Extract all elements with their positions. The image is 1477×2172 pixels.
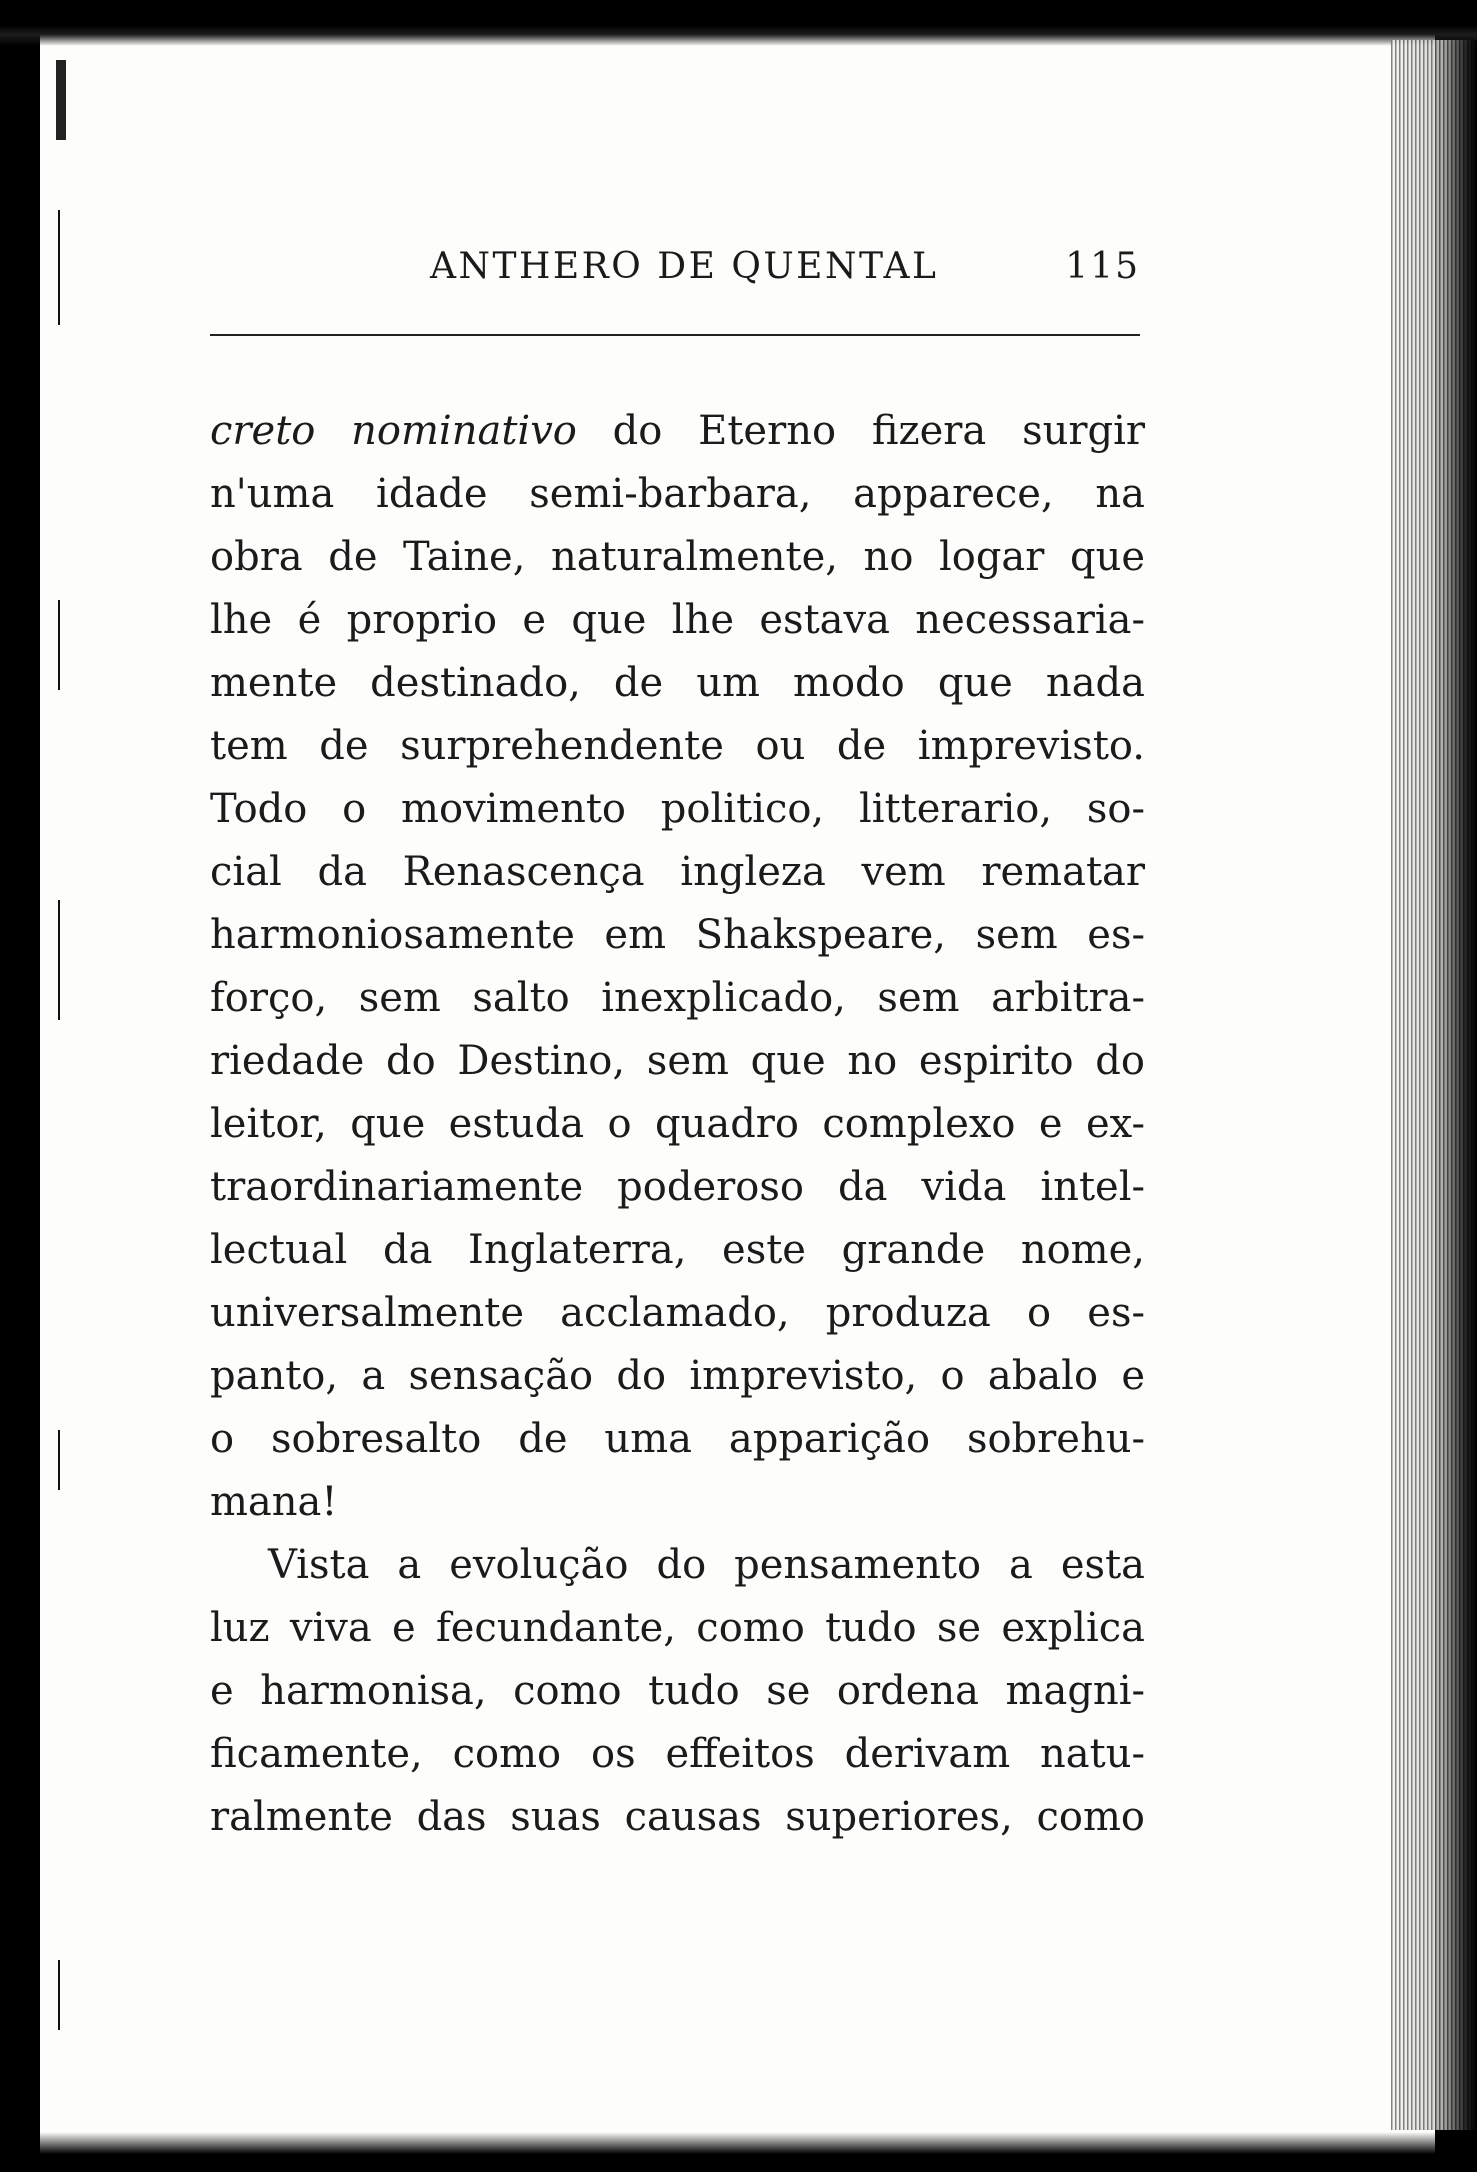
text-line-rest: do Eterno fizera surgir [576,408,1145,454]
text-line: harmoniosamente em Shakspeare, sem es- [210,912,1145,958]
gutter-mark [58,1430,60,1490]
page-number: 115 [1065,246,1140,287]
text-line [210,400,1145,463]
text-line: Vista a evolução do pensamento a esta [268,1542,1145,1588]
text-line: riedade do Destino, sem que no espirito do [210,1038,1145,1084]
text-line: e harmonisa, como tudo se ordena magni- [210,1668,1145,1714]
text-line: forço, sem salto inexplicado, sem arbitra- [210,975,1145,1021]
gutter-mark [58,600,60,690]
text-line: o sobresalto de uma apparição sobrehu- [210,1416,1145,1462]
text-line: lectual da Inglaterra, este grande nome, [210,1227,1145,1273]
gutter-mark [58,900,60,1020]
running-header [210,238,1140,298]
top-binding-shadow [0,0,1477,46]
text-line: cial da Renascença ingleza vem rematar [210,849,1145,895]
text-line: luz viva e fecundante, como tudo se explica [210,1605,1145,1651]
text-line: Todo o movimento politico, litterario, so- [210,786,1145,832]
text-line: ficamente, como os effeitos derivam natu- [210,1731,1145,1777]
text-line: ralmente das suas causas superiores, como [210,1794,1145,1840]
text-line: universalmente acclamado, produza o es- [210,1290,1145,1336]
gutter-mark [58,210,60,325]
text-line: mana! [210,1479,338,1525]
gutter-mark [56,60,66,140]
italic-phrase: creto nominativo [210,408,577,454]
text-line: traordinariamente poderoso da vida intel- [210,1164,1145,1210]
running-title: ANTHERO DE QUENTAL [430,246,939,287]
text-line: lhe é proprio e que lhe estava necessaria- [210,597,1145,643]
header-rule [210,334,1140,336]
text-line: leitor, que estuda o quadro complexo e ex- [210,1101,1145,1147]
text-line: n'uma idade semi-barbara, apparece, na [210,471,1145,517]
gutter-mark [58,1960,60,2030]
page-fore-edge [1391,40,1477,2130]
text-line: tem de surprehendente ou de imprevisto. [210,723,1145,769]
text-line: mente destinado, de um modo que nada [210,660,1145,706]
bottom-binding-shadow [0,2132,1477,2172]
text-line: panto, a sensação do imprevisto, o abalo e [210,1353,1145,1399]
body-text [210,400,1145,1849]
text-line: obra de Taine, naturalmente, no logar que [210,534,1145,580]
